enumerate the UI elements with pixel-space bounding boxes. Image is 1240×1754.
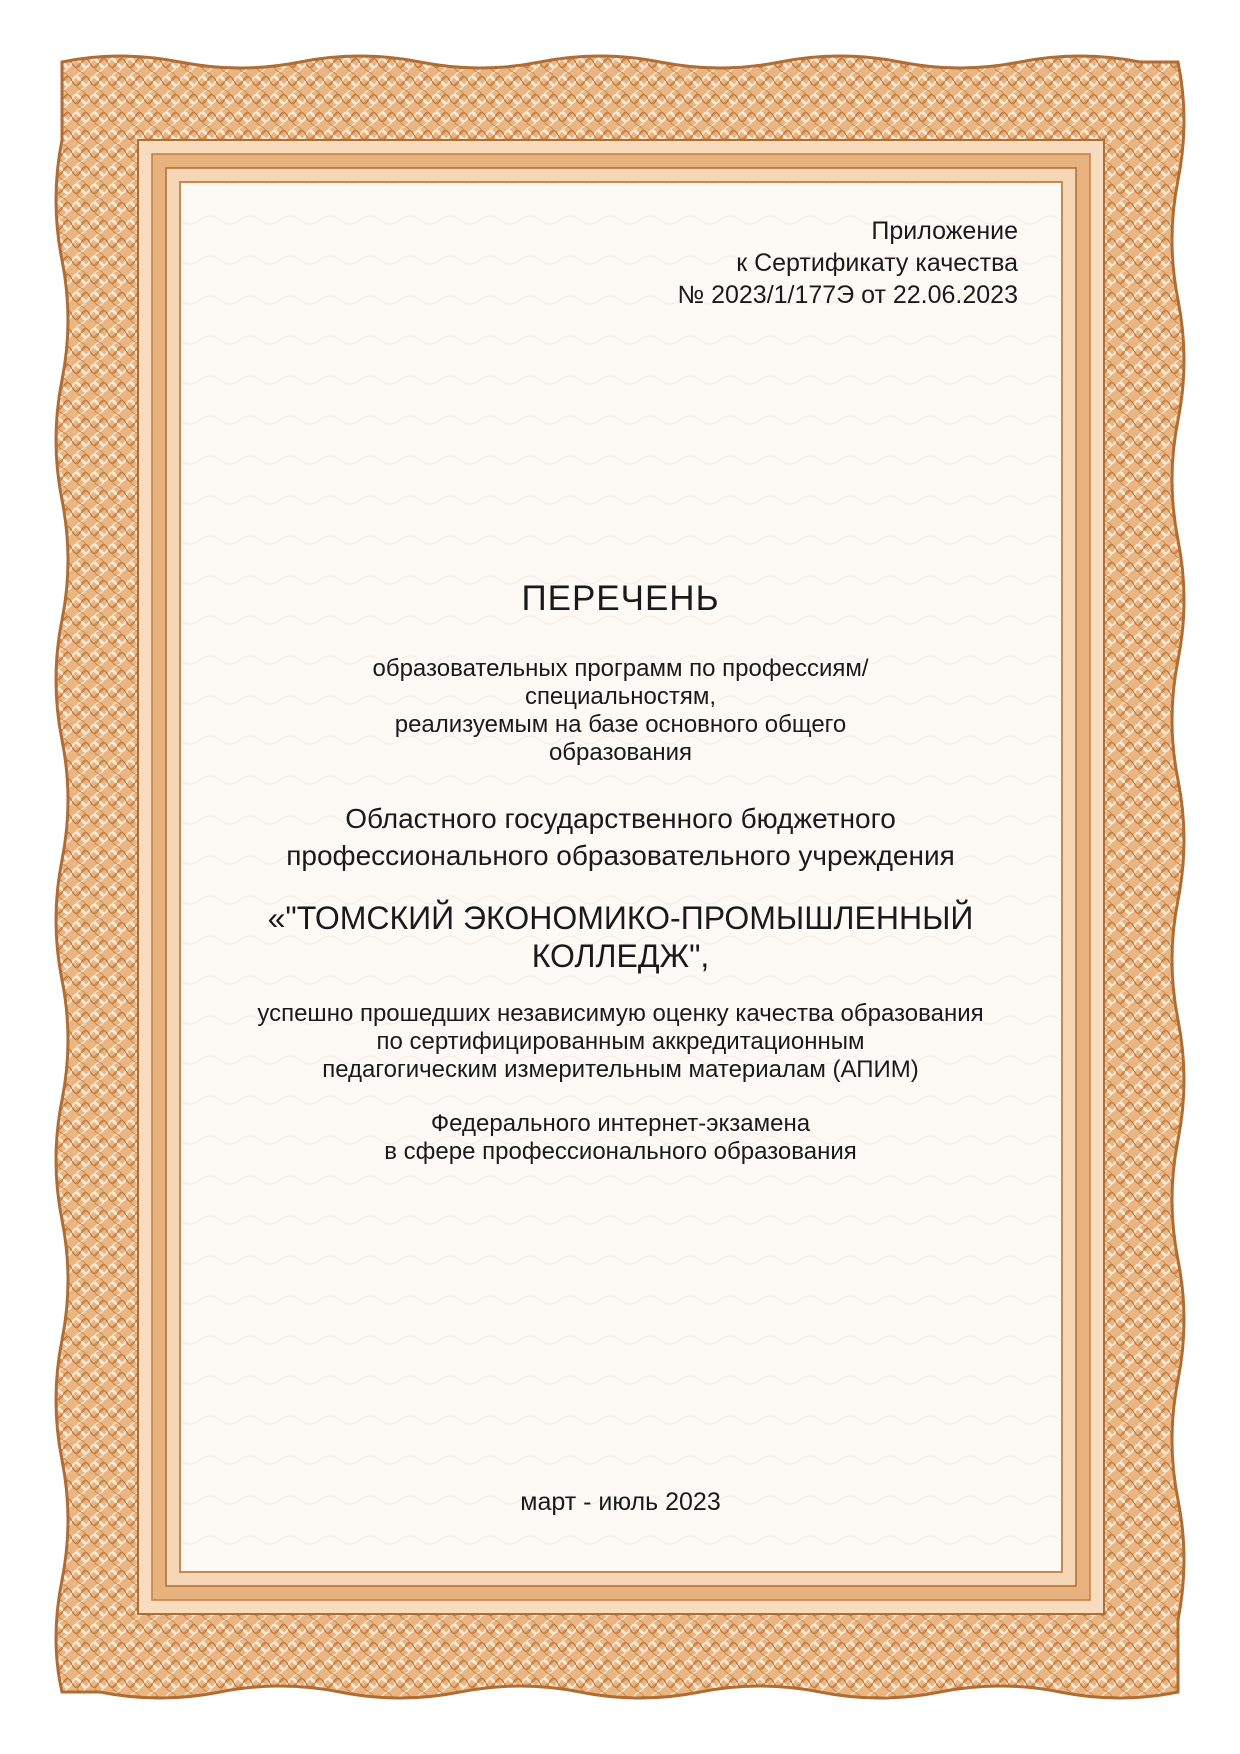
appendix-label: Приложение: [871, 217, 1018, 245]
programs-description: образовательных программ по профессиям/ специальностям, реализуемым на базе основного общего образования: [372, 655, 869, 766]
period-date: март - июль 2023: [520, 1488, 721, 1516]
certificate-content: [183, 185, 1058, 1553]
assessment-description: успешно прошедших независимую оценку качества образования по сертифицированным аккредитационным педагогическим измерительным материалам (АПИМ): [257, 1000, 984, 1083]
college-name: «"ТОМСКИЙ ЭКОНОМИКО-ПРОМЫШЛЕННЫЙ КОЛЛЕДЖ",: [267, 900, 974, 974]
appendix-reference: [677, 215, 1018, 311]
exam-description: Федерального интернет-экзамена в сфере профессионального образования: [384, 1110, 857, 1165]
appendix-certificate-number: № 2023/1/177Э от 22.06.2023: [677, 281, 1018, 309]
document-title: ПЕРЕЧЕНЬ: [521, 579, 720, 618]
appendix-certificate-ref: к Сертификату качества: [736, 249, 1018, 277]
organization-type: Областного государственного бюджетного профессионального образовательного учреждения: [286, 803, 955, 871]
